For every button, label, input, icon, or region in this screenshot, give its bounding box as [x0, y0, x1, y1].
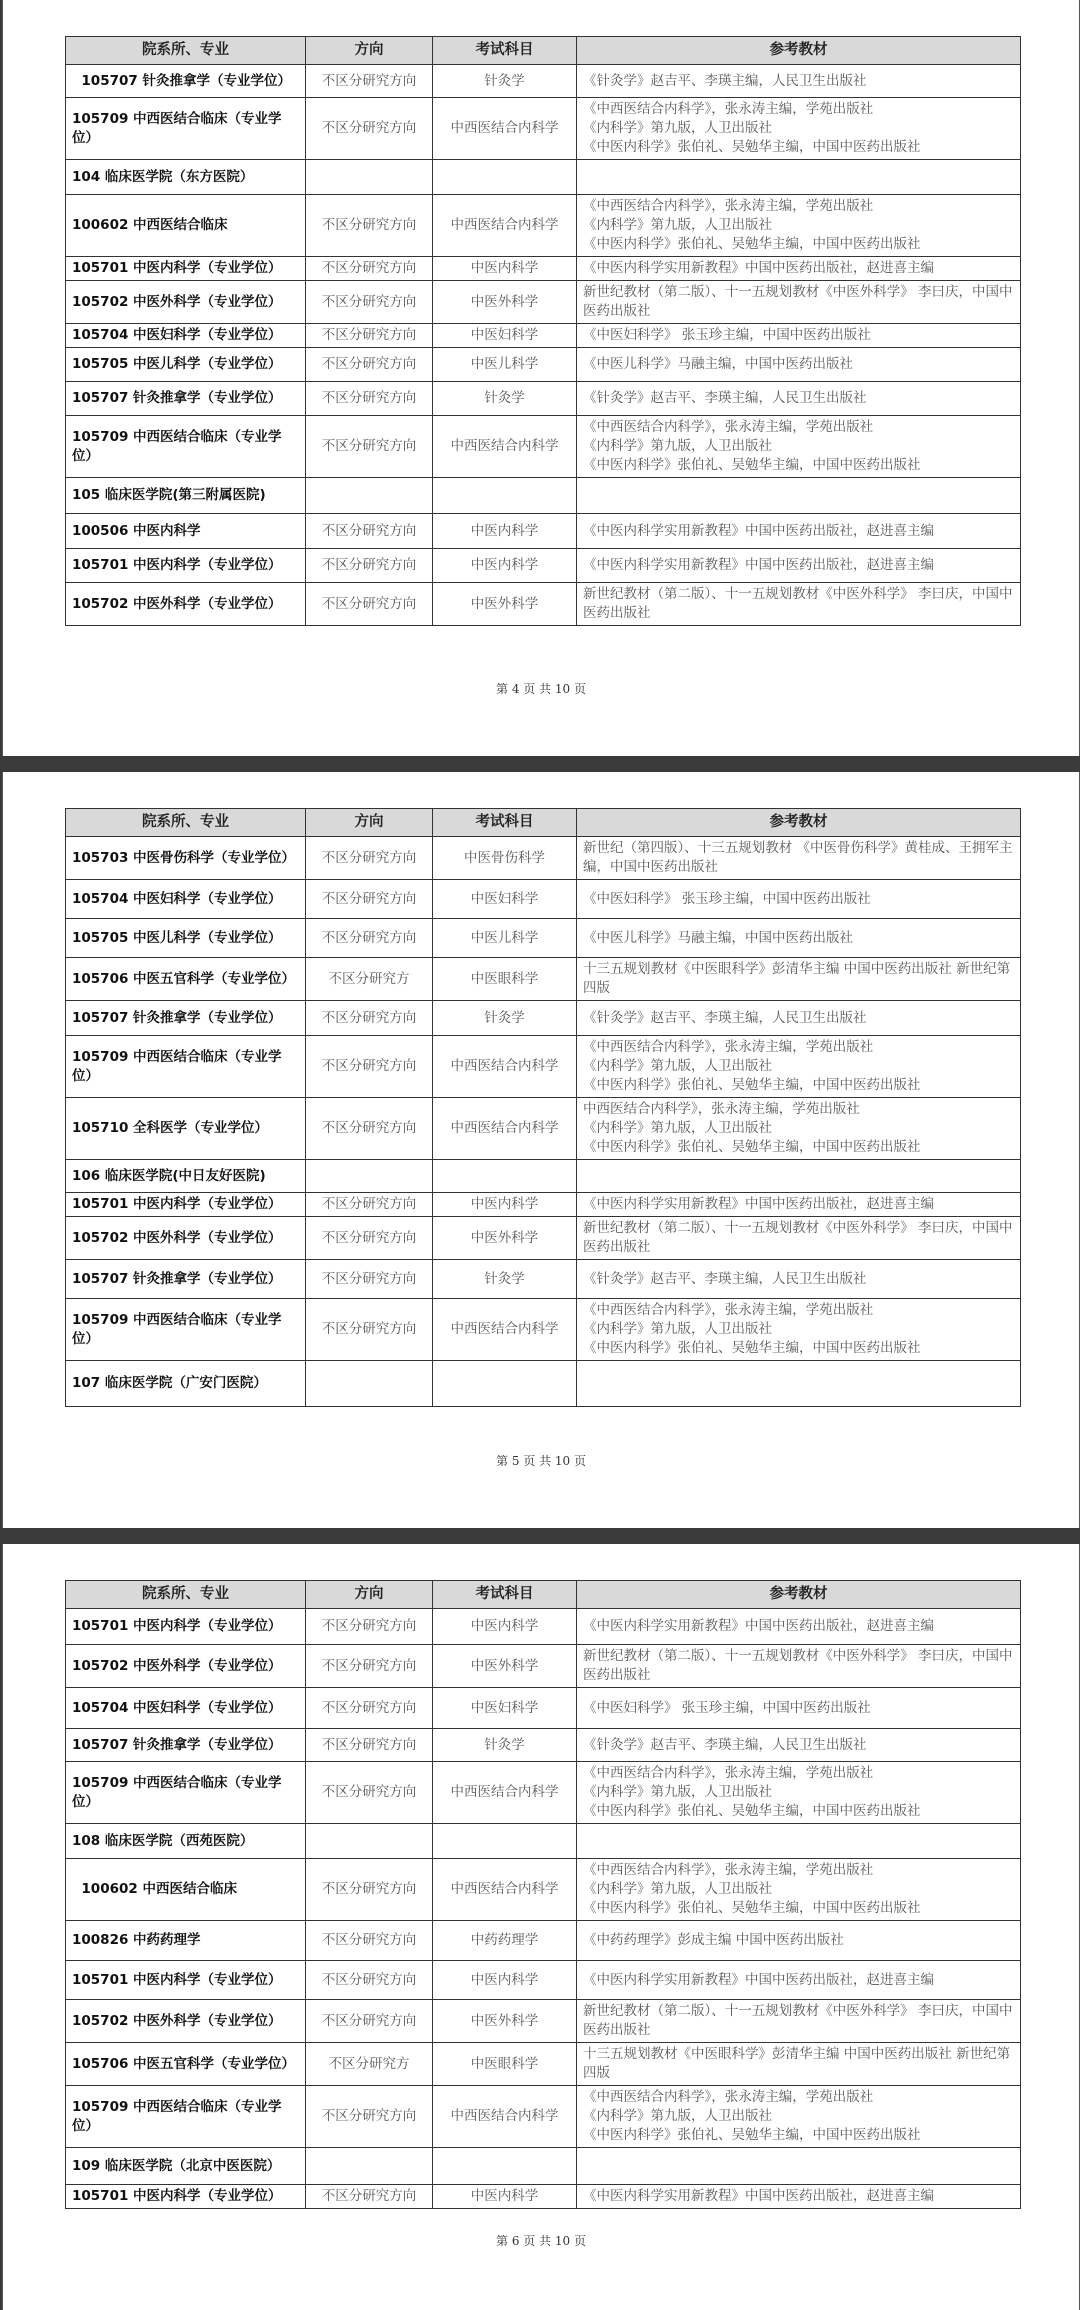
direction-cell: 不区分研究方向 [306, 514, 433, 549]
direction-cell: 不区分研究方向 [306, 257, 433, 281]
dept-cell: 105701 中医内科学（专业学位） [66, 257, 306, 281]
table-row [66, 2086, 1021, 2148]
subject-cell: 中西医结合内科学 [433, 416, 577, 478]
dept-cell: 100602 中西医结合临床 [66, 1859, 306, 1921]
direction-cell [306, 2148, 433, 2185]
direction-cell: 不区分研究方向 [306, 348, 433, 382]
textbook-cell: 《针灸学》赵吉平、李瑛主编，人民卫生出版社 [577, 382, 1021, 416]
section-header-row [66, 2148, 1021, 2185]
header-textbook: 参考教材 [577, 809, 1021, 837]
table-row [66, 382, 1021, 416]
table-row [66, 1299, 1021, 1361]
subject-cell [433, 1824, 577, 1859]
table-row [66, 1217, 1021, 1260]
direction-cell: 不区分研究方向 [306, 1036, 433, 1098]
direction-cell: 不区分研究方向 [306, 1299, 433, 1361]
direction-cell: 不区分研究方向 [306, 1217, 433, 1260]
direction-cell: 不区分研究方向 [306, 880, 433, 919]
section-header-row [66, 160, 1021, 195]
direction-cell [306, 160, 433, 195]
document-page [2, 772, 1080, 1528]
table-body [66, 1609, 1021, 2209]
subject-cell [433, 478, 577, 514]
textbook-cell: 《针灸学》赵吉平、李瑛主编，人民卫生出版社 [577, 65, 1021, 98]
textbook-cell: 《中医内科学实用新教程》中国中医药出版社，赵进喜主编 [577, 257, 1021, 281]
header-direction: 方向 [306, 809, 433, 837]
direction-cell [306, 1160, 433, 1193]
direction-cell: 不区分研究方向 [306, 98, 433, 160]
table-row [66, 514, 1021, 549]
subject-cell: 针灸学 [433, 65, 577, 98]
dept-cell: 105701 中医内科学（专业学位） [66, 2185, 306, 2209]
dept-cell: 105705 中医儿科学（专业学位） [66, 919, 306, 958]
direction-cell: 不区分研究方向 [306, 1729, 433, 1762]
dept-cell: 105709 中西医结合临床（专业学位） [66, 2086, 306, 2148]
textbook-cell [577, 2148, 1021, 2185]
table-row [66, 348, 1021, 382]
subject-cell [433, 1160, 577, 1193]
page-footer: 第 5 页 共 10 页 [496, 1454, 586, 1468]
textbook-cell: 《中西医结合内科学》，张永涛主编，学苑出版社 《内科学》第九版，人卫出版社 《中医内科学》张伯礼、吴勉华主编，中国中医药出版社 [577, 1299, 1021, 1361]
direction-cell: 不区分研究方向 [306, 1098, 433, 1160]
table-row [66, 1001, 1021, 1036]
dept-cell: 105706 中医五官科学（专业学位） [66, 2043, 306, 2086]
header-subject: 考试科目 [433, 37, 577, 65]
table-header-row [66, 1581, 1021, 1609]
textbook-cell: 新世纪教材（第二版）、十一五规划教材《中医外科学》 李曰庆，中国中医药出版社 [577, 2000, 1021, 2043]
dept-cell: 105704 中医妇科学（专业学位） [66, 1688, 306, 1729]
textbook-cell: 新世纪教材（第二版）、十一五规划教材《中医外科学》 李曰庆，中国中医药出版社 [577, 281, 1021, 324]
textbook-cell: 《中医内科学实用新教程》中国中医药出版社，赵进喜主编 [577, 2185, 1021, 2209]
dept-cell: 105702 中医外科学（专业学位） [66, 1645, 306, 1688]
textbook-cell: 《中医内科学实用新教程》中国中医药出版社，赵进喜主编 [577, 549, 1021, 583]
direction-cell: 不区分研究方向 [306, 583, 433, 626]
textbook-cell: 《中医内科学实用新教程》中国中医药出版社，赵进喜主编 [577, 1609, 1021, 1645]
subject-cell: 中医外科学 [433, 2000, 577, 2043]
dept-cell: 105704 中医妇科学（专业学位） [66, 324, 306, 348]
subject-cell: 中医内科学 [433, 514, 577, 549]
direction-cell: 不区分研究方向 [306, 1921, 433, 1961]
direction-cell: 不区分研究方向 [306, 382, 433, 416]
subject-cell: 中医内科学 [433, 2185, 577, 2209]
document-page [2, 1544, 1080, 2310]
header-textbook: 参考教材 [577, 1581, 1021, 1609]
table-body [66, 65, 1021, 626]
dept-cell: 100826 中药药理学 [66, 1921, 306, 1961]
direction-cell: 不区分研究方向 [306, 1193, 433, 1217]
subject-cell [433, 1361, 577, 1407]
header-subject: 考试科目 [433, 1581, 577, 1609]
dept-cell: 104 临床医学院（东方医院） [66, 160, 306, 195]
textbook-cell: 《中医妇科学》 张玉珍主编，中国中医药出版社 [577, 324, 1021, 348]
subject-cell: 中医外科学 [433, 281, 577, 324]
dept-cell: 107 临床医学院（广安门医院） [66, 1361, 306, 1407]
document-page [2, 0, 1080, 756]
dept-cell: 105702 中医外科学（专业学位） [66, 2000, 306, 2043]
dept-cell: 105707 针灸推拿学（专业学位） [66, 1001, 306, 1036]
direction-cell: 不区分研究方向 [306, 195, 433, 257]
direction-cell: 不区分研究方向 [306, 1859, 433, 1921]
table-row [66, 98, 1021, 160]
direction-cell [306, 478, 433, 514]
header-dept: 院系所、专业 [66, 37, 306, 65]
table-row [66, 1961, 1021, 2000]
table-row [66, 1859, 1021, 1921]
direction-cell [306, 1824, 433, 1859]
dept-cell: 105706 中医五官科学（专业学位） [66, 958, 306, 1001]
subject-cell: 中医儿科学 [433, 919, 577, 958]
table-body [66, 837, 1021, 1407]
dept-cell: 105707 针灸推拿学（专业学位） [66, 1260, 306, 1299]
direction-cell: 不区分研究方向 [306, 324, 433, 348]
textbook-cell: 《中医儿科学》马融主编，中国中医药出版社 [577, 919, 1021, 958]
table-row [66, 1645, 1021, 1688]
subject-cell [433, 160, 577, 195]
table-row [66, 324, 1021, 348]
textbook-cell: 《中西医结合内科学》，张永涛主编，学苑出版社 《内科学》第九版，人卫出版社 《中医内科学》张伯礼、吴勉华主编，中国中医药出版社 [577, 1859, 1021, 1921]
direction-cell: 不区分研究方向 [306, 65, 433, 98]
dept-cell: 105702 中医外科学（专业学位） [66, 583, 306, 626]
table-row [66, 1729, 1021, 1762]
direction-cell: 不区分研究方向 [306, 919, 433, 958]
page-footer: 第 4 页 共 10 页 [496, 682, 586, 696]
table-row [66, 2185, 1021, 2209]
subject-cell: 中西医结合内科学 [433, 1098, 577, 1160]
direction-cell: 不区分研究方向 [306, 1609, 433, 1645]
textbook-cell: 十三五规划教材《中医眼科学》彭清华主编 中国中医药出版社 新世纪第四版 [577, 958, 1021, 1001]
textbook-cell: 《针灸学》赵吉平、李瑛主编，人民卫生出版社 [577, 1260, 1021, 1299]
direction-cell: 不区分研究方向 [306, 1260, 433, 1299]
dept-cell: 105710 全科医学（专业学位） [66, 1098, 306, 1160]
direction-cell: 不区分研究方向 [306, 2185, 433, 2209]
table-row [66, 1260, 1021, 1299]
header-textbook: 参考教材 [577, 37, 1021, 65]
dept-cell: 105709 中西医结合临床（专业学位） [66, 1299, 306, 1361]
textbook-cell: 《针灸学》赵吉平、李瑛主编，人民卫生出版社 [577, 1729, 1021, 1762]
section-header-row [66, 1824, 1021, 1859]
textbook-cell: 新世纪（第四版）、十三五规划教材 《中医骨伤科学》黄桂成、王拥军主编，中国中医药出版社 [577, 837, 1021, 880]
textbook-cell: 《中医内科学实用新教程》中国中医药出版社，赵进喜主编 [577, 514, 1021, 549]
textbook-cell: 《中医妇科学》 张玉珍主编，中国中医药出版社 [577, 1688, 1021, 1729]
subject-cell: 中医儿科学 [433, 348, 577, 382]
direction-cell: 不区分研究方向 [306, 1762, 433, 1824]
direction-cell: 不区分研究方 [306, 2043, 433, 2086]
header-direction: 方向 [306, 37, 433, 65]
direction-cell: 不区分研究方 [306, 958, 433, 1001]
textbook-cell: 《中西医结合内科学》，张永涛主编，学苑出版社 《内科学》第九版，人卫出版社 《中医内科学》张伯礼、吴勉华主编，中国中医药出版社 [577, 1036, 1021, 1098]
table-row [66, 919, 1021, 958]
subject-cell: 中医内科学 [433, 1193, 577, 1217]
table-row [66, 1098, 1021, 1160]
dept-cell: 105702 中医外科学（专业学位） [66, 281, 306, 324]
header-dept: 院系所、专业 [66, 1581, 306, 1609]
subject-cell: 中医内科学 [433, 257, 577, 281]
textbook-cell [577, 160, 1021, 195]
table-row [66, 1762, 1021, 1824]
subject-cell: 中医骨伤科学 [433, 837, 577, 880]
header-dept: 院系所、专业 [66, 809, 306, 837]
subject-cell: 中西医结合内科学 [433, 1762, 577, 1824]
dept-cell: 105701 中医内科学（专业学位） [66, 1193, 306, 1217]
textbook-cell: 中西医结合内科学》，张永涛主编，学苑出版社 《内科学》第九版，人卫出版社 《中医内科学》张伯礼、吴勉华主编，中国中医药出版社 [577, 1098, 1021, 1160]
subject-cell: 中医内科学 [433, 1961, 577, 2000]
table-row [66, 281, 1021, 324]
subject-cell: 中西医结合内科学 [433, 98, 577, 160]
direction-cell: 不区分研究方向 [306, 2000, 433, 2043]
dept-cell: 105707 针灸推拿学（专业学位） [66, 382, 306, 416]
dept-cell: 106 临床医学院(中日友好医院) [66, 1160, 306, 1193]
subject-cell: 中医妇科学 [433, 1688, 577, 1729]
dept-cell: 105709 中西医结合临床（专业学位） [66, 1762, 306, 1824]
dept-cell: 100506 中医内科学 [66, 514, 306, 549]
dept-cell: 105701 中医内科学（专业学位） [66, 1961, 306, 2000]
textbook-cell [577, 1361, 1021, 1407]
dept-cell: 105709 中西医结合临床（专业学位） [66, 1036, 306, 1098]
table-row [66, 958, 1021, 1001]
direction-cell: 不区分研究方向 [306, 549, 433, 583]
header-subject: 考试科目 [433, 809, 577, 837]
textbook-cell: 《中医儿科学》马融主编，中国中医药出版社 [577, 348, 1021, 382]
direction-cell: 不区分研究方向 [306, 2086, 433, 2148]
subject-cell: 中医妇科学 [433, 880, 577, 919]
table-row [66, 416, 1021, 478]
direction-cell [306, 1361, 433, 1407]
textbook-cell: 《中药药理学》彭成主编 中国中医药出版社 [577, 1921, 1021, 1961]
dept-cell: 105702 中医外科学（专业学位） [66, 1217, 306, 1260]
textbook-cell: 《中医内科学实用新教程》中国中医药出版社，赵进喜主编 [577, 1961, 1021, 2000]
table-row [66, 2000, 1021, 2043]
textbook-cell [577, 1824, 1021, 1859]
textbook-cell: 《中西医结合内科学》，张永涛主编，学苑出版社 《内科学》第九版，人卫出版社 《中医内科学》张伯礼、吴勉华主编，中国中医药出版社 [577, 98, 1021, 160]
subject-cell: 中西医结合内科学 [433, 2086, 577, 2148]
table-row [66, 1688, 1021, 1729]
table-row [66, 2043, 1021, 2086]
textbook-cell: 《中医内科学实用新教程》中国中医药出版社，赵进喜主编 [577, 1193, 1021, 1217]
textbook-cell: 《中西医结合内科学》，张永涛主编，学苑出版社 《内科学》第九版，人卫出版社 《中医内科学》张伯礼、吴勉华主编，中国中医药出版社 [577, 2086, 1021, 2148]
textbook-cell: 《针灸学》赵吉平、李瑛主编，人民卫生出版社 [577, 1001, 1021, 1036]
catalog-table [65, 36, 1021, 626]
subject-cell: 针灸学 [433, 1001, 577, 1036]
textbook-cell: 新世纪教材（第二版）、十一五规划教材《中医外科学》 李曰庆，中国中医药出版社 [577, 583, 1021, 626]
direction-cell: 不区分研究方向 [306, 837, 433, 880]
subject-cell [433, 2148, 577, 2185]
subject-cell: 中西医结合内科学 [433, 1036, 577, 1098]
table-row [66, 1036, 1021, 1098]
dept-cell: 105701 中医内科学（专业学位） [66, 1609, 306, 1645]
table-row [66, 257, 1021, 281]
dept-cell: 105703 中医骨伤科学（专业学位） [66, 837, 306, 880]
subject-cell: 中药药理学 [433, 1921, 577, 1961]
textbook-cell: 十三五规划教材《中医眼科学》彭清华主编 中国中医药出版社 新世纪第四版 [577, 2043, 1021, 2086]
textbook-cell [577, 478, 1021, 514]
dept-cell: 105707 针灸推拿学（专业学位） [66, 1729, 306, 1762]
direction-cell: 不区分研究方向 [306, 281, 433, 324]
direction-cell: 不区分研究方向 [306, 1645, 433, 1688]
direction-cell: 不区分研究方向 [306, 1688, 433, 1729]
section-header-row [66, 478, 1021, 514]
subject-cell: 中医眼科学 [433, 2043, 577, 2086]
subject-cell: 中西医结合内科学 [433, 1859, 577, 1921]
subject-cell: 中西医结合内科学 [433, 195, 577, 257]
dept-cell: 108 临床医学院（西苑医院） [66, 1824, 306, 1859]
table-row [66, 880, 1021, 919]
dept-cell: 105705 中医儿科学（专业学位） [66, 348, 306, 382]
table-row [66, 65, 1021, 98]
subject-cell: 中医内科学 [433, 1609, 577, 1645]
subject-cell: 中医外科学 [433, 583, 577, 626]
table-row [66, 1609, 1021, 1645]
dept-cell: 105704 中医妇科学（专业学位） [66, 880, 306, 919]
dept-cell: 105 临床医学院(第三附属医院) [66, 478, 306, 514]
table-row [66, 837, 1021, 880]
textbook-cell: 《中西医结合内科学》，张永涛主编，学苑出版社 《内科学》第九版，人卫出版社 《中医内科学》张伯礼、吴勉华主编，中国中医药出版社 [577, 1762, 1021, 1824]
dept-cell: 109 临床医学院（北京中医医院） [66, 2148, 306, 2185]
section-header-row [66, 1160, 1021, 1193]
dept-cell: 105707 针灸推拿学（专业学位） [66, 65, 306, 98]
table-row [66, 583, 1021, 626]
dept-cell: 105709 中西医结合临床（专业学位） [66, 98, 306, 160]
subject-cell: 中医外科学 [433, 1217, 577, 1260]
subject-cell: 中医妇科学 [433, 324, 577, 348]
catalog-table [65, 808, 1021, 1407]
table-row [66, 1921, 1021, 1961]
table-header-row [66, 809, 1021, 837]
textbook-cell: 《中西医结合内科学》，张永涛主编，学苑出版社 《内科学》第九版，人卫出版社 《中医内科学》张伯礼、吴勉华主编，中国中医药出版社 [577, 195, 1021, 257]
direction-cell: 不区分研究方向 [306, 1001, 433, 1036]
dept-cell: 105701 中医内科学（专业学位） [66, 549, 306, 583]
section-header-row [66, 1361, 1021, 1407]
subject-cell: 中医眼科学 [433, 958, 577, 1001]
table-row [66, 195, 1021, 257]
table-header-row [66, 37, 1021, 65]
table-row [66, 1193, 1021, 1217]
textbook-cell [577, 1160, 1021, 1193]
textbook-cell: 新世纪教材（第二版）、十一五规划教材《中医外科学》 李曰庆，中国中医药出版社 [577, 1645, 1021, 1688]
textbook-cell: 《中医妇科学》 张玉珍主编，中国中医药出版社 [577, 880, 1021, 919]
subject-cell: 针灸学 [433, 1729, 577, 1762]
dept-cell: 105709 中西医结合临床（专业学位） [66, 416, 306, 478]
header-direction: 方向 [306, 1581, 433, 1609]
page-footer: 第 6 页 共 10 页 [496, 2234, 586, 2248]
subject-cell: 中医外科学 [433, 1645, 577, 1688]
table-row [66, 549, 1021, 583]
subject-cell: 针灸学 [433, 1260, 577, 1299]
direction-cell: 不区分研究方向 [306, 416, 433, 478]
direction-cell: 不区分研究方向 [306, 1961, 433, 2000]
subject-cell: 针灸学 [433, 382, 577, 416]
catalog-table [65, 1580, 1021, 2209]
textbook-cell: 《中西医结合内科学》，张永涛主编，学苑出版社 《内科学》第九版，人卫出版社 《中医内科学》张伯礼、吴勉华主编，中国中医药出版社 [577, 416, 1021, 478]
subject-cell: 中医内科学 [433, 549, 577, 583]
textbook-cell: 新世纪教材（第二版）、十一五规划教材《中医外科学》 李曰庆，中国中医药出版社 [577, 1217, 1021, 1260]
subject-cell: 中西医结合内科学 [433, 1299, 577, 1361]
dept-cell: 100602 中西医结合临床 [66, 195, 306, 257]
